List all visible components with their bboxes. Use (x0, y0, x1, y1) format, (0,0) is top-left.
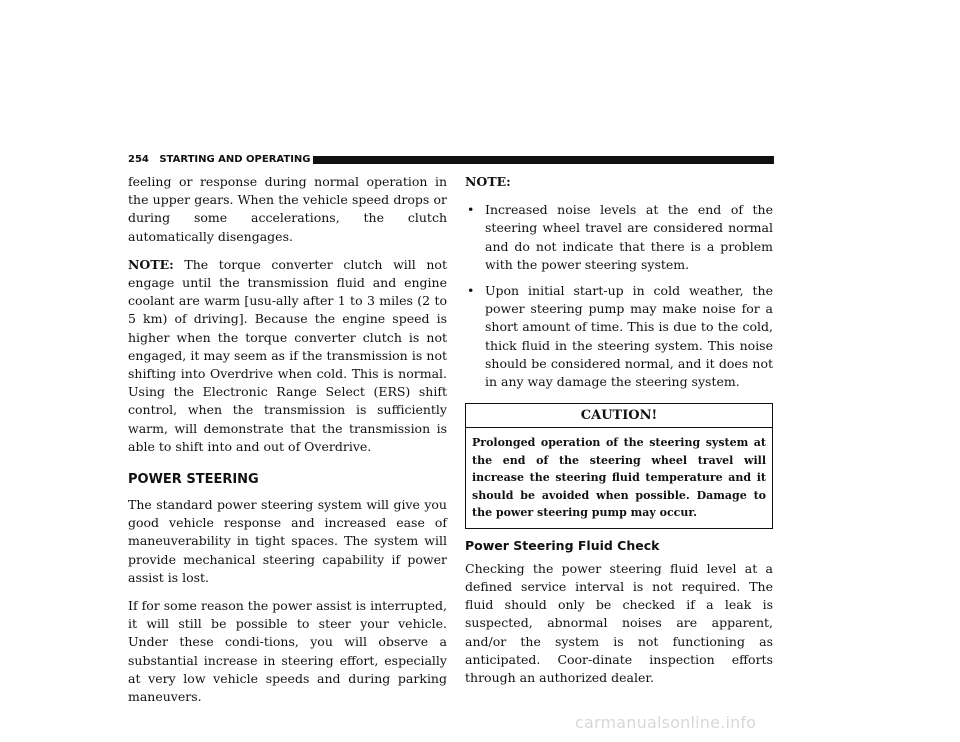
paragraph-power-steering: The standard power steering system will give you good vehicle response and increased ease of maneuverability in tight spaces. The system will provide mechanical steering capability if power assist is lost. (128, 497, 447, 585)
note-heading: NOTE: (465, 174, 511, 189)
section-title: STARTING AND OPERATING (159, 154, 311, 165)
paragraph-fluid-check: Checking the power steering fluid level at a defined service interval is not required. The fluid should only be checked if a leak is suspected, abnormal noises are apparent, and/or the system is not functioning as anticipated. Coor-dinate inspection efforts through an authorized dealer. (465, 560, 773, 685)
bullet-text: Upon initial start-up in cold weather, the power steering pump may make noise for a short amount of time. This is due to the cold, thick fluid in the steering system. This noise should be considered normal, and it does not in any way damage the steering system. (485, 283, 773, 390)
note-label: NOTE: (128, 256, 174, 272)
caution-box (465, 403, 773, 529)
page-number: 254 (128, 154, 149, 165)
bullet-icon: • (467, 283, 475, 299)
bullet-icon: • (467, 202, 475, 218)
list-item (465, 201, 773, 274)
header-rule (313, 156, 774, 164)
right-column (465, 173, 773, 697)
caution-text: Prolonged operation of the steering system at the end of the steering wheel travel will increase the steering fluid temperature and it should be avoided when possible. Damage to the power steering pump may occur. (472, 436, 766, 520)
note-text: The torque converter clutch will not engage until the transmission fluid and engine coolant are warm [usu-ally after 1 to 3 miles (2 to 5 km) of driving]. Because the engine speed is higher when the torque converter clutch is not engaged, it may seem as if the transmission is not shifting into Overdrive when cold. This is normal. Using the Electronic Range Select (ERS) shift control, when the transmission is sufficiently warm, will demonstrate that the transmission is able to shift into and out of Overdrive. (128, 256, 447, 454)
paragraph-clutch: feeling or response during normal operation in the upper gears. When the vehicle speed drops or during some accelerations, the clutch automatically disengages. (128, 174, 447, 244)
left-column (128, 173, 447, 716)
note-bullet-list (465, 201, 773, 391)
section-heading-power-steering: POWER STEERING (128, 472, 259, 488)
paragraph-note (128, 256, 447, 456)
caution-title: CAUTION! (466, 404, 772, 428)
bullet-text: Increased noise levels at the end of the steering wheel travel are considered normal and do not indicate that there is a problem with the power steering system. (485, 202, 773, 272)
page-header (128, 155, 774, 167)
list-item (465, 282, 773, 391)
paragraph-power-assist: If for some reason the power assist is interrupted, it will still be possible to steer your vehicle. Under these condi-tions, you will observe a substantial increase in steering effort, especially at very low vehicle speeds and during parking maneuvers. (128, 598, 447, 705)
watermark: carmanualsonline.info (575, 713, 757, 732)
subheading-fluid-check: Power Steering Fluid Check (465, 537, 660, 553)
page-header-text (128, 154, 311, 166)
